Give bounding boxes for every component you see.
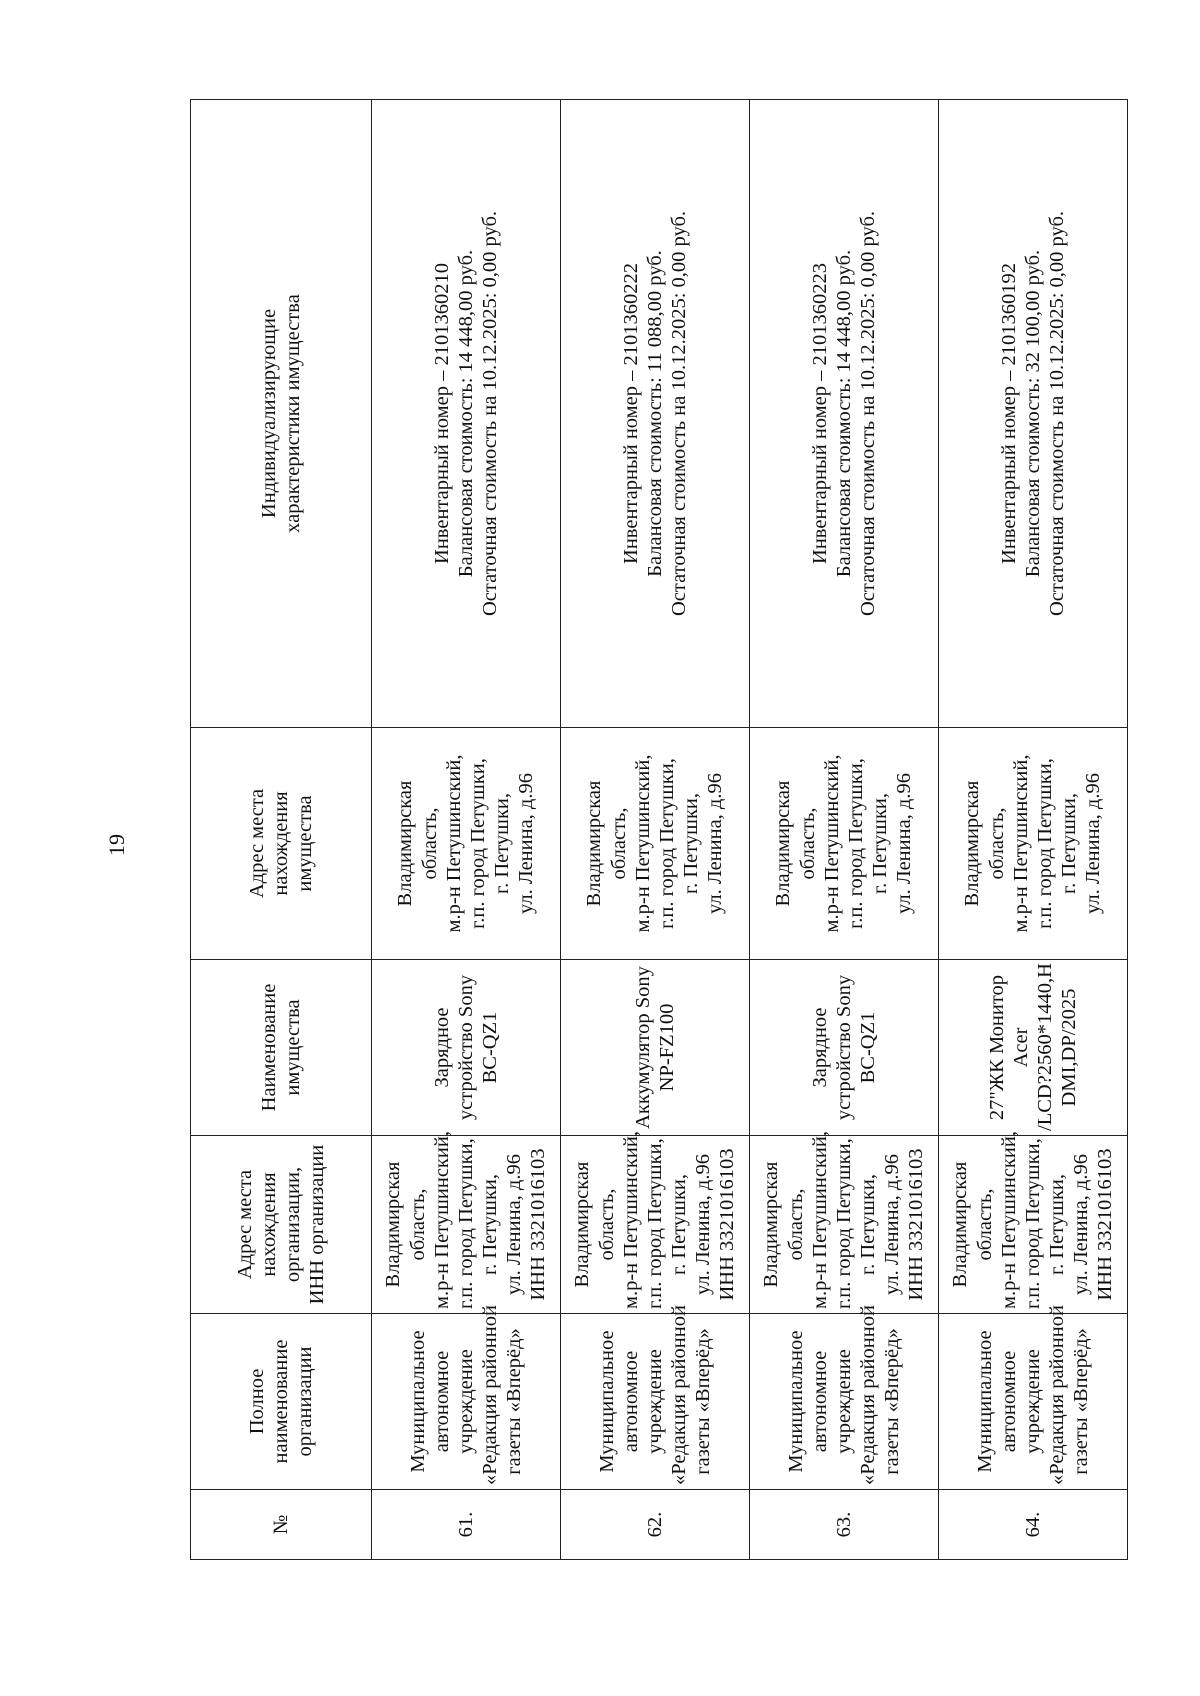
page-number: 19 bbox=[104, 834, 129, 856]
cell-num: 61. bbox=[372, 1490, 561, 1560]
cell-item-name: 27"ЖК Монитор Acer /LCD?2560*1440,H DMI,DP/2025 bbox=[939, 960, 1128, 1136]
cell-num: 62. bbox=[561, 1490, 750, 1560]
cell-characteristics: Инвентарный номер – 2101360223 Балансовая стоимость: 14 448,00 руб. Остаточная стоимость на 10.12.2025: 0,00 руб. bbox=[750, 100, 939, 728]
header-row bbox=[191, 100, 372, 1560]
cell-item-address: Владимирская область, м.р-н Петушинский, г.п. город Петушки, г. Петушки, ул. Ленина, д.96 bbox=[939, 728, 1128, 960]
cell-num: 63. bbox=[750, 1490, 939, 1560]
header-item-address: Адрес места нахождения имущества bbox=[191, 728, 372, 960]
header-characteristics: Индивидуализирующие характеристики имущества bbox=[191, 100, 372, 728]
table-row bbox=[372, 100, 561, 1560]
cell-item-name: Аккумулятор Sony NP-FZ100 bbox=[561, 960, 750, 1136]
cell-num: 64. bbox=[939, 1490, 1128, 1560]
cell-org-address: Владимирская область, м.р-н Петушинский, г.п. город Петушки, г. Петушки, ул. Ленина, д.96 ИНН 3321016103 bbox=[750, 1136, 939, 1314]
property-register-table bbox=[190, 99, 1128, 1560]
header-org: Полное наименование организации bbox=[191, 1314, 372, 1490]
table-frame bbox=[190, 100, 1120, 1560]
cell-org: Муниципальное автономное учреждение «Редакция районной газеты «Вперёд» bbox=[939, 1314, 1128, 1490]
header-item-name: Наименование имущества bbox=[191, 960, 372, 1136]
cell-org: Муниципальное автономное учреждение «Редакция районной газеты «Вперёд» bbox=[372, 1314, 561, 1490]
cell-org-address: Владимирская область, м.р-н Петушинский, г.п. город Петушки, г. Петушки, ул. Ленина, д.96 ИНН 3321016103 bbox=[372, 1136, 561, 1314]
cell-characteristics: Инвентарный номер – 2101360222 Балансовая стоимость: 11 088,00 руб. Остаточная стоимость на 10.12.2025: 0,00 руб. bbox=[561, 100, 750, 728]
table-row bbox=[939, 100, 1128, 1560]
cell-item-address: Владимирская область, м.р-н Петушинский, г.п. город Петушки, г. Петушки, ул. Ленина, д.96 bbox=[561, 728, 750, 960]
cell-org: Муниципальное автономное учреждение «Редакция районной газеты «Вперёд» bbox=[561, 1314, 750, 1490]
cell-characteristics: Инвентарный номер – 2101360192 Балансовая стоимость: 32 100,00 руб. Остаточная стоимость на 10.12.2025: 0,00 руб. bbox=[939, 100, 1128, 728]
header-num: № bbox=[191, 1490, 372, 1560]
cell-characteristics: Инвентарный номер – 2101360210 Балансовая стоимость: 14 448,00 руб. Остаточная стоимость на 10.12.2025: 0,00 руб. bbox=[372, 100, 561, 728]
cell-item-address: Владимирская область, м.р-н Петушинский, г.п. город Петушки, г. Петушки, ул. Ленина, д.96 bbox=[750, 728, 939, 960]
cell-org-address: Владимирская область, м.р-н Петушинский, г.п. город Петушки, г. Петушки, ул. Ленина, д.96 ИНН 3321016103 bbox=[561, 1136, 750, 1314]
cell-org: Муниципальное автономное учреждение «Редакция районной газеты «Вперёд» bbox=[750, 1314, 939, 1490]
header-org-address: Адрес места нахождения организации, ИНН организации bbox=[191, 1136, 372, 1314]
cell-org-address: Владимирская область, м.р-н Петушинский, г.п. город Петушки, г. Петушки, ул. Ленина, д.96 ИНН 3321016103 bbox=[939, 1136, 1128, 1314]
cell-item-name: Зарядное устройство Sony BC-QZ1 bbox=[372, 960, 561, 1136]
table-row bbox=[750, 100, 939, 1560]
cell-item-address: Владимирская область, м.р-н Петушинский, г.п. город Петушки, г. Петушки, ул. Ленина, д.96 bbox=[372, 728, 561, 960]
cell-item-name: Зарядное устройство Sony BC-QZ1 bbox=[750, 960, 939, 1136]
table-row bbox=[561, 100, 750, 1560]
